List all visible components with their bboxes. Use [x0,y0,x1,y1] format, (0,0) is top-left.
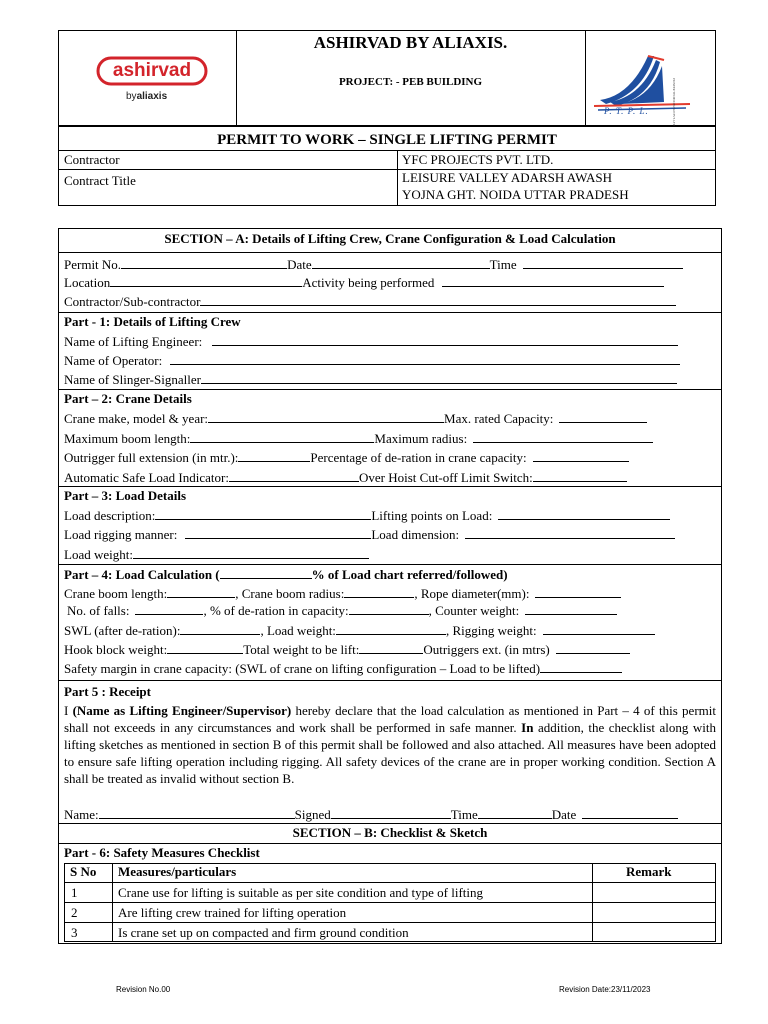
radius-field[interactable] [473,430,653,443]
load-weight-field[interactable] [133,546,369,559]
contractor-sub-row [64,293,676,310]
ptpl-logo [590,38,700,127]
rigging-weight-field[interactable] [543,622,655,635]
signature-date-label: Date [551,807,577,822]
contractor-label: Contractor [64,152,120,167]
signed-field[interactable] [331,806,451,819]
boom-row [64,430,653,447]
engineer-label: Name of Lifting Engineer: [64,334,203,349]
contract-title-label: Contract Title [64,173,136,188]
part3-title: Part – 3: Load Details [64,488,187,503]
swl-field[interactable] [180,622,260,635]
rope-field[interactable] [535,585,621,598]
activity-field[interactable] [442,274,664,287]
project-title: PROJECT: - PEB BUILDING [338,76,483,88]
declaration-role: (Name as Lifting Engineer/Supervisor) [72,703,292,718]
slinger-row [64,371,677,388]
revision-date: Revision Date:23/11/2023 [559,985,651,994]
declaration-in: In [521,720,534,735]
permit-no-field[interactable] [121,256,287,269]
time-field[interactable] [523,256,683,269]
signature-row [64,806,678,823]
date-field[interactable] [312,256,490,269]
section-a-title-rule [58,252,722,253]
slinger-field[interactable] [201,371,677,384]
declaration-text1: hereby declare that the load calculation as mentioned in Part – 4 of this permit shall not exceeds in any circumstances and work shall be performed in safe manner. [64,703,716,735]
byline-brand: aliaxis [136,91,168,102]
load-desc-field[interactable] [155,507,371,520]
declaration-i: I [64,703,73,718]
engineer-field[interactable] [212,333,678,346]
permit-title-rule [58,150,716,151]
contractor-row-rule [58,169,716,170]
sli-field[interactable] [229,469,359,482]
checklist-row-rule-3 [64,922,716,923]
total-field[interactable] [359,641,423,654]
part3-rule [58,486,722,487]
part4-title-b: % of Load chart referred/followed) [311,567,508,582]
checklist-row-3-no: 3 [71,925,78,940]
engineer-row [64,333,678,350]
location-field[interactable] [110,274,302,287]
contractor-value: YFC PROJECTS PVT. LTD. [402,152,554,167]
lifting-points-field[interactable] [498,507,670,520]
part1-rule [58,312,722,313]
header-remark: Remark [626,864,672,879]
crane-make-field[interactable] [208,410,444,423]
load-desc-row [64,507,670,524]
hook-label: Hook block weight: [64,642,168,657]
signed-label: Signed [294,807,331,822]
hoist-field[interactable] [533,469,627,482]
outriggers-field[interactable] [556,641,630,654]
load-chart-percent-field[interactable] [220,566,312,579]
crane-make-row [64,410,647,427]
outrigger-label: Outrigger full extension (in mtr.): [64,450,239,465]
header-divider-right [585,30,586,126]
falls-field[interactable] [135,602,203,615]
margin-label: Safety margin in crane capacity: (SWL of crane on lifting configuration – Load to be lifted) [64,661,541,676]
date-label: Date [287,257,312,272]
deration-label: Percentage of de-ration in crane capacity: [310,450,527,465]
hoist-label: Over Hoist Cut-off Limit Switch: [358,470,533,485]
ashirvad-logo [96,56,208,106]
swl-row [64,622,655,639]
section-a-title: SECTION – A: Details of Lifting Crew, Crane Configuration & Load Calculation [164,231,616,246]
ptpl-letters: P. T. P. L. [604,106,649,116]
falls-row [67,602,617,619]
operator-row [64,352,680,369]
location-row [64,274,664,291]
slinger-label: Name of Slinger-Signaller [64,372,201,387]
sli-row [64,469,627,486]
outrigger-field[interactable] [238,449,310,462]
crane-make-label: Crane make, model & year: [64,411,209,426]
total-label: Total weight to be lift: [243,642,360,657]
time-label: Time [489,257,517,272]
outrigger-row [64,449,629,466]
rigging-label: Load rigging manner: [64,527,178,542]
rigging-weight-label: , Rigging weight: [445,623,537,638]
hook-field[interactable] [167,641,243,654]
hook-row [64,641,630,658]
rope-label: , Rope diameter(mm): [414,586,530,601]
part4-title-a: Part – 4: Load Calculation ( [64,567,220,582]
ptpl-vertical-text: PIONEER TECHNOBUILD PVT. LTD. [672,78,676,127]
section-b-rule [58,823,722,824]
p4-load-weight-label: , Load weight: [260,623,336,638]
radius-label: Maximum radius: [374,431,468,446]
operator-field[interactable] [170,352,680,365]
checklist-row-1-text: Crane use for lifting is suitable as per site condition and type of lifting [118,885,484,900]
contract-title-line1: LEISURE VALLEY ADARSH AWASH [402,170,612,185]
checklist-row-2-no: 2 [71,905,78,920]
rigging-row [64,526,675,543]
deration-field[interactable] [533,449,629,462]
load-desc-label: Load description: [64,508,156,523]
permit-no-label: Permit No. [64,257,122,272]
operator-label: Name of Operator: [64,353,163,368]
activity-label: Activity being performed [302,275,435,290]
counter-field[interactable] [525,602,617,615]
boom-radius-label: , Crane boom radius: [235,586,345,601]
part5-title: Part 5 : Receipt [64,684,151,699]
pct-deration-field[interactable] [349,602,429,615]
checklist-row-1-no: 1 [71,885,78,900]
lifting-points-label: Lifting points on Load: [371,508,493,523]
section-b-title: SECTION – B: Checklist & Sketch [292,825,488,840]
capacity-field[interactable] [559,410,647,423]
checklist-row-3-text: Is crane set up on compacted and firm ground condition [118,925,409,940]
part6-rule [58,843,722,844]
part4-rule [58,564,722,565]
part5-declaration [64,702,716,804]
part5-rule [58,680,722,681]
signature-time-label: Time [450,807,478,822]
signature-time-field[interactable] [478,806,552,819]
part2-title: Part – 2: Crane Details [64,391,192,406]
part6-title: Part - 6: Safety Measures Checklist [64,845,260,860]
name-label: Name: [64,807,99,822]
contractor-sub-field[interactable] [200,293,676,306]
name-field[interactable] [99,806,295,819]
part2-rule [58,389,722,390]
location-label: Location [64,275,111,290]
info-column-divider [397,150,398,206]
falls-label: No. of falls: [67,603,130,618]
declaration-text2: addition, the checklist along with lifting sketches as mentioned in section B of this permit shall be followed and also attached. All measures have been adopted to ensure safe lifting operation including rigging. All safety devices of the crane are in proper working condition. Section A shall be treated as invalid without section B. [64,720,717,786]
contractor-sub-label: Contractor/Sub-contractor [64,294,201,309]
dimension-label: Load dimension: [371,527,460,542]
outriggers-label: Outriggers ext. (in mtrs) [423,642,550,657]
boom-length-field[interactable] [167,585,235,598]
permit-no-row [64,256,683,273]
boom-label: Maximum boom length: [64,431,191,446]
checklist-row-2-text: Are lifting crew trained for lifting operation [118,905,347,920]
revision-no: Revision No.00 [116,985,171,994]
counter-label: , Counter weight: [428,603,520,618]
sli-label: Automatic Safe Load Indicator: [64,470,229,485]
ashirvad-logo-word: ashirvad [112,60,192,81]
margin-field[interactable] [540,660,622,673]
pct-deration-label: , % of de-ration in capacity: [203,603,349,618]
permit-title: PERMIT TO WORK – SINGLE LIFTING PERMIT [217,132,557,148]
dimension-field[interactable] [465,526,675,539]
p4-load-weight-field[interactable] [336,622,446,635]
checklist-row-rule-2 [64,902,716,903]
byline-by: by [126,91,137,102]
capacity-label: Max. rated Capacity: [444,411,554,426]
margin-row [64,660,622,677]
boom-radius-field[interactable] [344,585,414,598]
ashirvad-logo-byline [126,91,167,102]
checklist-row-rule-1 [64,882,716,883]
part1-title: Part - 1: Details of Lifting Crew [64,314,241,329]
boom-field[interactable] [190,430,374,443]
rigging-field[interactable] [185,526,371,539]
contract-title-line2: YOJNA GHT. NOIDA UTTAR PRADESH [402,187,629,202]
company-title: ASHIRVAD BY ALIAXIS. [313,33,508,52]
header-sno: S No [70,864,97,879]
boom-length-row [64,585,621,602]
signature-date-field[interactable] [582,806,678,819]
load-weight-label: Load weight: [64,547,133,562]
load-weight-row [64,546,369,563]
swl-label: SWL (after de-ration): [64,623,181,638]
part4-title [64,566,508,583]
header-measures: Measures/particulars [118,864,237,879]
boom-length-label: Crane boom length: [64,586,168,601]
